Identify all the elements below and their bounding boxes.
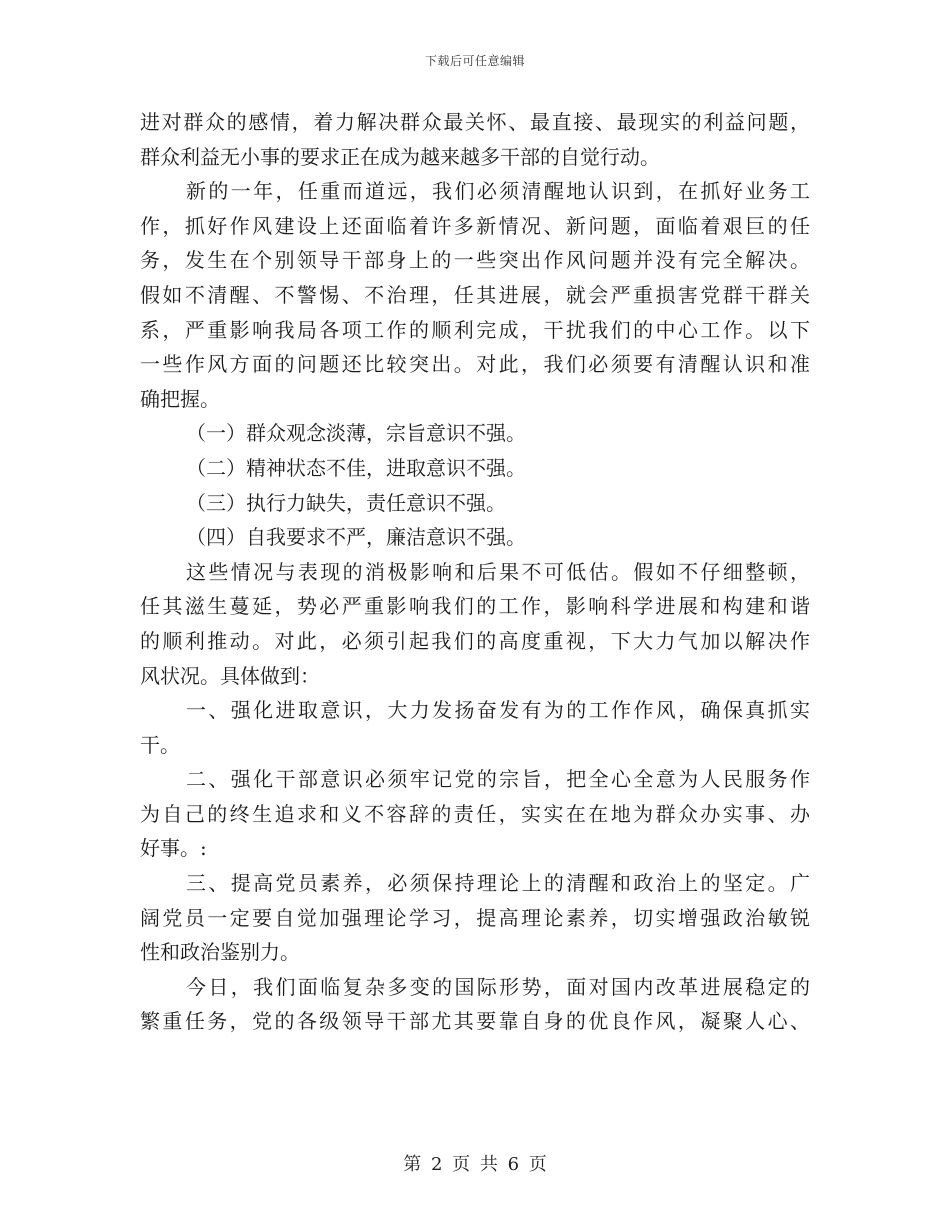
paragraph-line: 为自己的终生追求和义不容辞的责任，实实在在地为群众办实事、办 bbox=[140, 801, 810, 826]
paragraph-line: 繁重任务，党的各级领导干部尤其要靠自身的优良作风，凝聚人心、 bbox=[140, 1009, 810, 1034]
paragraph-line: 性和政治鉴别力。 bbox=[140, 940, 300, 965]
paragraph-line: 今日，我们面临复杂多变的国际形势，面对国内改革进展稳定的 bbox=[186, 974, 810, 999]
paragraph-line: 确把握。 bbox=[140, 386, 220, 411]
paragraph-line: 二、强化干部意识必须牢记党的宗旨，把全心全意为人民服务作 bbox=[186, 767, 810, 792]
paragraph-line: 三、提高党员素养，必须保持理论上的清醒和政治上的坚定。广 bbox=[186, 871, 810, 896]
paragraph-line: 的顺利推动。对此，必须引起我们的高度重视，下大力气加以解决作 bbox=[140, 628, 810, 653]
paragraph-line: 务，发生在个别领导干部身上的一些突出作风问题并没有完全解决。 bbox=[140, 248, 810, 273]
page-footer: 第 2 页 共 6 页 bbox=[403, 1154, 547, 1175]
paragraph-line: 任其滋生蔓延，势必严重影响我们的工作，影响科学进展和构建和谐 bbox=[140, 594, 810, 619]
paragraph-line: 风状况。具体做到： bbox=[140, 663, 320, 688]
list-item: （三）执行力缺失，责任意识不强。 bbox=[186, 490, 506, 515]
list-item: （二）精神状态不佳，进取意识不强。 bbox=[186, 455, 526, 480]
list-item: （一）群众观念淡薄，宗旨意识不强。 bbox=[186, 421, 526, 446]
page-header: 下载后可任意编辑 bbox=[424, 54, 525, 68]
paragraph-line: 一、强化进取意识，大力发扬奋发有为的工作作风，确保真抓实 bbox=[186, 698, 810, 723]
paragraph-line: 系，严重影响我局各项工作的顺利完成，干扰我们的中心工作。以下 bbox=[140, 317, 810, 342]
paragraph-line: 进对群众的感情，着力解决群众最关怀、最直接、最现实的利益问题， bbox=[140, 110, 810, 134]
paragraph-line: 一些作风方面的问题还比较突出。对此，我们必须要有清醒认识和准 bbox=[140, 352, 810, 377]
paragraph-line: 干。 bbox=[140, 732, 180, 757]
paragraph-line: 好事。: bbox=[140, 836, 207, 861]
paragraph-line: 假如不清醒、不警惕、不治理，任其进展，就会严重损害党群干群关 bbox=[140, 282, 810, 307]
list-item: （四）自我要求不严，廉洁意识不强。 bbox=[186, 525, 526, 550]
paragraph-line: 这些情况与表现的消极影响和后果不可低估。假如不仔细整顿， bbox=[186, 559, 810, 584]
document-body bbox=[140, 105, 810, 1039]
paragraph-line: 作，抓好作风建设上还面临着许多新情况、新问题，面临着艰巨的任 bbox=[140, 213, 810, 238]
paragraph-line: 群众利益无小事的要求正在成为越来越多干部的自觉行动。 bbox=[140, 144, 660, 169]
paragraph-line: 阔党员一定要自觉加强理论学习，提高理论素养，切实增强政治敏锐 bbox=[140, 905, 810, 930]
paragraph-line: 新的一年，任重而道远，我们必须清醒地认识到，在抓好业务工 bbox=[186, 179, 810, 204]
